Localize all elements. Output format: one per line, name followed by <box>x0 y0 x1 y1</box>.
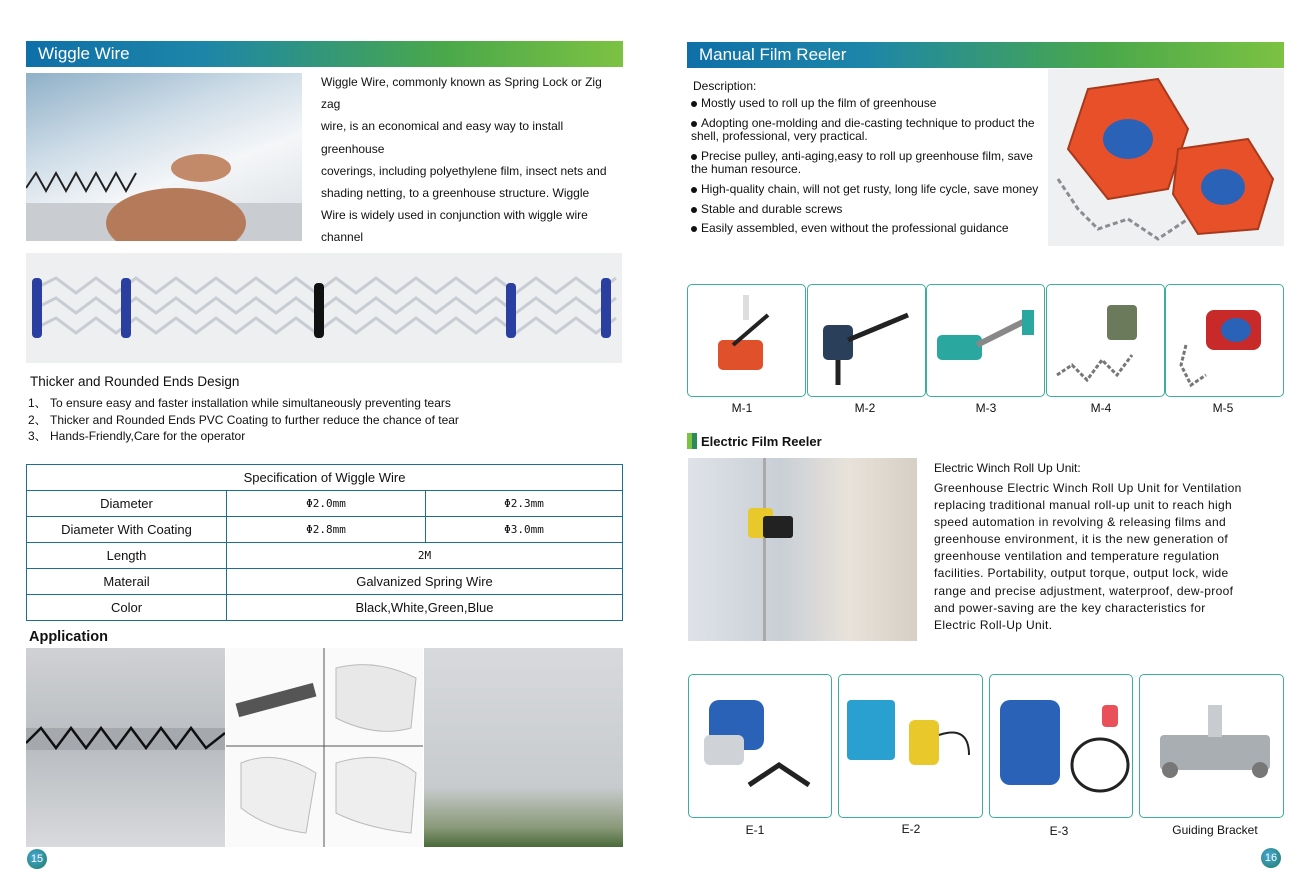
reeler-thumb-m4 <box>1046 284 1165 397</box>
design-item: 3、 Hands-Friendly,Care for the operator <box>28 429 246 443</box>
electric-title: Electric Film Reeler <box>701 434 822 449</box>
bullet-icon <box>691 187 697 193</box>
table-row <box>27 517 623 543</box>
bullet-item: Mostly used to roll up the film of greenhouse <box>691 97 1041 110</box>
page-number-left: 15 <box>27 849 47 869</box>
cell-value: Black,White,Green,Blue <box>227 595 623 621</box>
row-label: Color <box>27 595 227 621</box>
electric-line: replacing traditional manual roll-up unit to reach high <box>934 498 1233 513</box>
guiding-bracket-thumb <box>1139 674 1284 818</box>
manual-film-reeler-banner: Manual Film Reeler <box>687 42 1284 68</box>
table-row <box>27 491 623 517</box>
greenhouse-wall-photo <box>424 648 623 847</box>
bullet-icon <box>691 101 697 107</box>
channel-detail-photo <box>226 648 423 847</box>
spec-table-title: Specification of Wiggle Wire <box>27 465 623 491</box>
cell-value: Φ2.8mm <box>227 517 426 543</box>
model-caption-e1: E-1 <box>745 823 765 837</box>
reeler-thumb-m1 <box>687 284 806 397</box>
electric-line: Greenhouse Electric Winch Roll Up Unit for Ventilation <box>934 481 1242 495</box>
page-number-right: 16 <box>1261 848 1281 868</box>
electric-line: range and precise adjustment, waterproof, dew-proof <box>934 583 1234 598</box>
table-row <box>27 543 623 569</box>
bullet-icon <box>691 154 697 160</box>
electric-line: speed automation in revolving & releasing films and <box>934 515 1227 530</box>
reeler-thumb-m2 <box>807 284 926 397</box>
table-row <box>27 595 623 621</box>
electric-line: greenhouse environment, it is the new generation of <box>934 532 1229 547</box>
electric-line: facilities. Portability, output torque, output lock, wide <box>934 566 1229 581</box>
cell-value: 2M <box>227 543 623 569</box>
electric-thumb-e1 <box>688 674 832 818</box>
wiggle-wire-banner: Wiggle Wire <box>26 41 623 67</box>
design-item: 1、 To ensure easy and faster installation while simultaneously preventing tears <box>28 396 451 410</box>
intro-line: shading netting, to a greenhouse structure. Wiggle <box>321 186 590 201</box>
model-caption-e2: E-2 <box>901 822 921 836</box>
film-reeler-photo <box>1048 69 1284 246</box>
intro-line: coverings, including polyethylene film, insect nets and <box>321 163 607 178</box>
electric-reeler-photo <box>688 458 917 641</box>
bullet-item: Stable and durable screws <box>691 203 1041 216</box>
spec-table <box>26 464 623 621</box>
design-title: Thicker and Rounded Ends Design <box>30 374 240 389</box>
bullet-item: High-quality chain, will not get rusty, long life cycle, save money <box>691 183 1041 196</box>
bullet-item: Easily assembled, even without the professional guidance <box>691 222 1041 235</box>
electric-thumb-e2 <box>838 674 983 818</box>
application-title: Application <box>29 629 108 645</box>
description-label: Description: <box>693 79 757 93</box>
model-caption-m1: M-1 <box>731 401 753 415</box>
cell-value: Φ3.0mm <box>426 517 623 543</box>
intro-line: Wire is widely used in conjunction with wiggle wire channel <box>321 208 588 245</box>
cell-value: Φ2.3mm <box>426 491 623 517</box>
electric-line: Electric Roll-Up Unit. <box>934 617 1053 632</box>
model-caption-m4: M-4 <box>1090 401 1112 415</box>
greenhouse-film-photo <box>26 73 302 241</box>
model-caption-e3: E-3 <box>1049 824 1069 838</box>
bullet-item: Adopting one-molding and die-casting technique to product the shell, professional, very practical. <box>691 116 1035 143</box>
bullet-icon <box>691 121 697 127</box>
table-row <box>27 569 623 595</box>
model-caption-m5: M-5 <box>1212 401 1234 415</box>
row-label: Diameter <box>27 491 227 517</box>
electric-line: greenhouse ventilation and temperature regulation <box>934 549 1220 564</box>
wiggle-wire-strip-photo <box>26 253 622 363</box>
electric-description <box>934 480 1284 634</box>
design-item: 2、 Thicker and Rounded Ends PVC Coating to further reduce the chance of tear <box>28 412 459 427</box>
cell-value: Φ2.0mm <box>227 491 426 517</box>
intro-line: Wiggle Wire, commonly known as Spring Lock or Zig zag <box>321 75 602 112</box>
electric-subtitle: Electric Winch Roll Up Unit: <box>934 461 1081 475</box>
model-caption-m2: M-2 <box>854 401 876 415</box>
intro-line: wire, is an economical and easy way to install greenhouse <box>321 119 564 156</box>
bullet-icon <box>691 226 697 232</box>
design-list <box>28 395 459 445</box>
electric-thumb-e3 <box>989 674 1133 818</box>
bullet-icon <box>691 207 697 213</box>
reeler-thumb-m3 <box>926 284 1045 397</box>
channel-install-photo <box>26 648 225 847</box>
model-caption-bracket: Guiding Bracket <box>1172 823 1258 837</box>
section-marker-icon <box>687 433 697 449</box>
row-label: Length <box>27 543 227 569</box>
row-label: Materail <box>27 569 227 595</box>
model-caption-m3: M-3 <box>975 401 997 415</box>
reeler-thumb-m5 <box>1165 284 1284 397</box>
cell-value: Galvanized Spring Wire <box>227 569 623 595</box>
bullet-item: Precise pulley, anti-aging,easy to roll up greenhouse film, save the human resource. <box>691 149 1033 176</box>
row-label: Diameter With Coating <box>27 517 227 543</box>
electric-line: and power-saving are the key characteristics for <box>934 600 1206 615</box>
